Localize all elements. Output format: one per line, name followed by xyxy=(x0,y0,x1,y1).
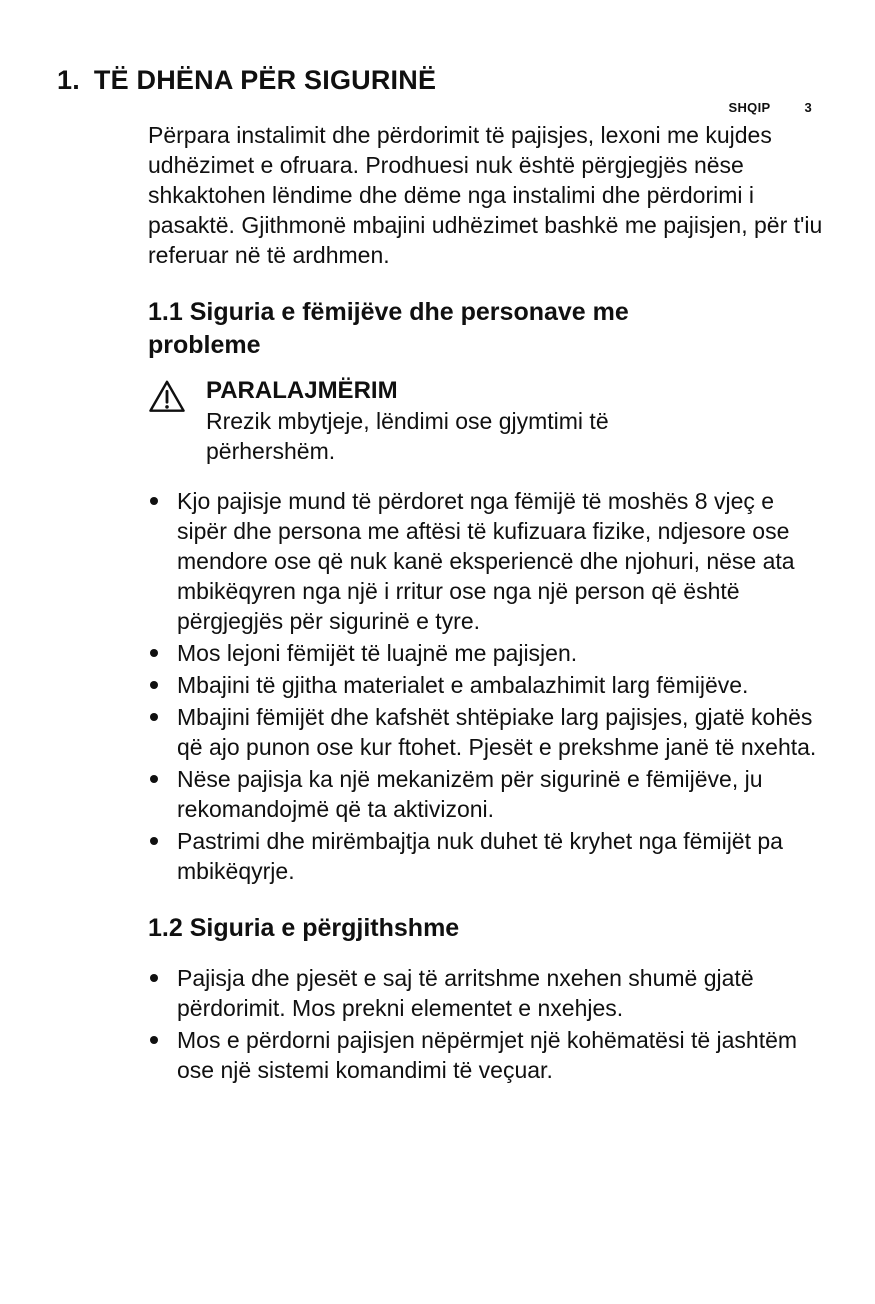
section-number: 1. xyxy=(57,65,80,95)
list-item: Pastrimi dhe mirëmbajtja nuk duhet të kryhet nga fëmijët pa mbikëqyrje. xyxy=(148,826,824,886)
page-content xyxy=(148,120,824,1085)
child-safety-bullet-list xyxy=(148,486,824,886)
language-label: SHQIP xyxy=(728,100,771,115)
list-item: Mbajini të gjitha materialet e ambalazhimit larg fëmijëve. xyxy=(148,670,824,700)
general-safety-bullet-list xyxy=(148,963,824,1085)
subsection-heading-child-safety: 1.1 Siguria e fëmijëve dhe personave me probleme xyxy=(148,298,629,360)
warning-text: Rrezik mbytjeje, lëndimi ose gjymtimi të përhershëm. xyxy=(206,408,609,465)
page-title xyxy=(57,64,875,96)
warning-title: PARALAJMËRIM xyxy=(206,377,398,405)
warning-block xyxy=(148,376,824,466)
warning-text-wrap xyxy=(206,376,726,466)
warning-triangle-icon xyxy=(148,379,186,419)
list-item: Mos e përdorni pajisjen nëpërmjet një kohëmatësi të jashtëm ose një sistemi komandimi të veçuar. xyxy=(148,1025,824,1085)
page-header xyxy=(729,100,813,115)
list-item: Mos lejoni fëmijët të luajnë me pajisjen. xyxy=(148,638,824,668)
list-item: Pajisja dhe pjesët e saj të arritshme nxehen shumë gjatë përdorimit. Mos prekni elementet e nxehjes. xyxy=(148,963,824,1023)
intro-paragraph: Përpara instalimit dhe përdorimit të pajisjes, lexoni me kujdes udhëzimet e ofruara. Prodhuesi nuk është përgjegjës nëse shkaktohen lëndime dhe dëme nga instalimi dhe përdorimi i pasaktë. Gjithmonë mbajini udhëzimet bashkë me pajisjen, për t'iu referuar në të ardhmen. xyxy=(148,122,823,269)
list-item: Kjo pajisje mund të përdoret nga fëmijë të moshës 8 vjeç e sipër dhe persona me aftësi të kufizuara fizike, ndjesore ose mendore ose që nuk kanë eksperiencë dhe njohuri, nëse ata mbikëqyren nga një i rritur ose nga një person që është përgjegjës për sigurinë e tyre. xyxy=(148,486,824,636)
list-item: Mbajini fëmijët dhe kafshët shtëpiake larg pajisjes, gjatë kohës që ajo punon ose kur ftohet. Pjesët e prekshme janë të nxehta. xyxy=(148,702,824,762)
page-number: 3 xyxy=(804,100,812,115)
subsection-heading-general-safety: 1.2 Siguria e përgjithshme xyxy=(148,914,460,943)
list-item: Nëse pajisja ka një mekanizëm për sigurinë e fëmijëve, ju rekomandojmë që ta aktivizoni. xyxy=(148,764,824,824)
section-title-text: TË DHËNA PËR SIGURINË xyxy=(93,65,437,95)
